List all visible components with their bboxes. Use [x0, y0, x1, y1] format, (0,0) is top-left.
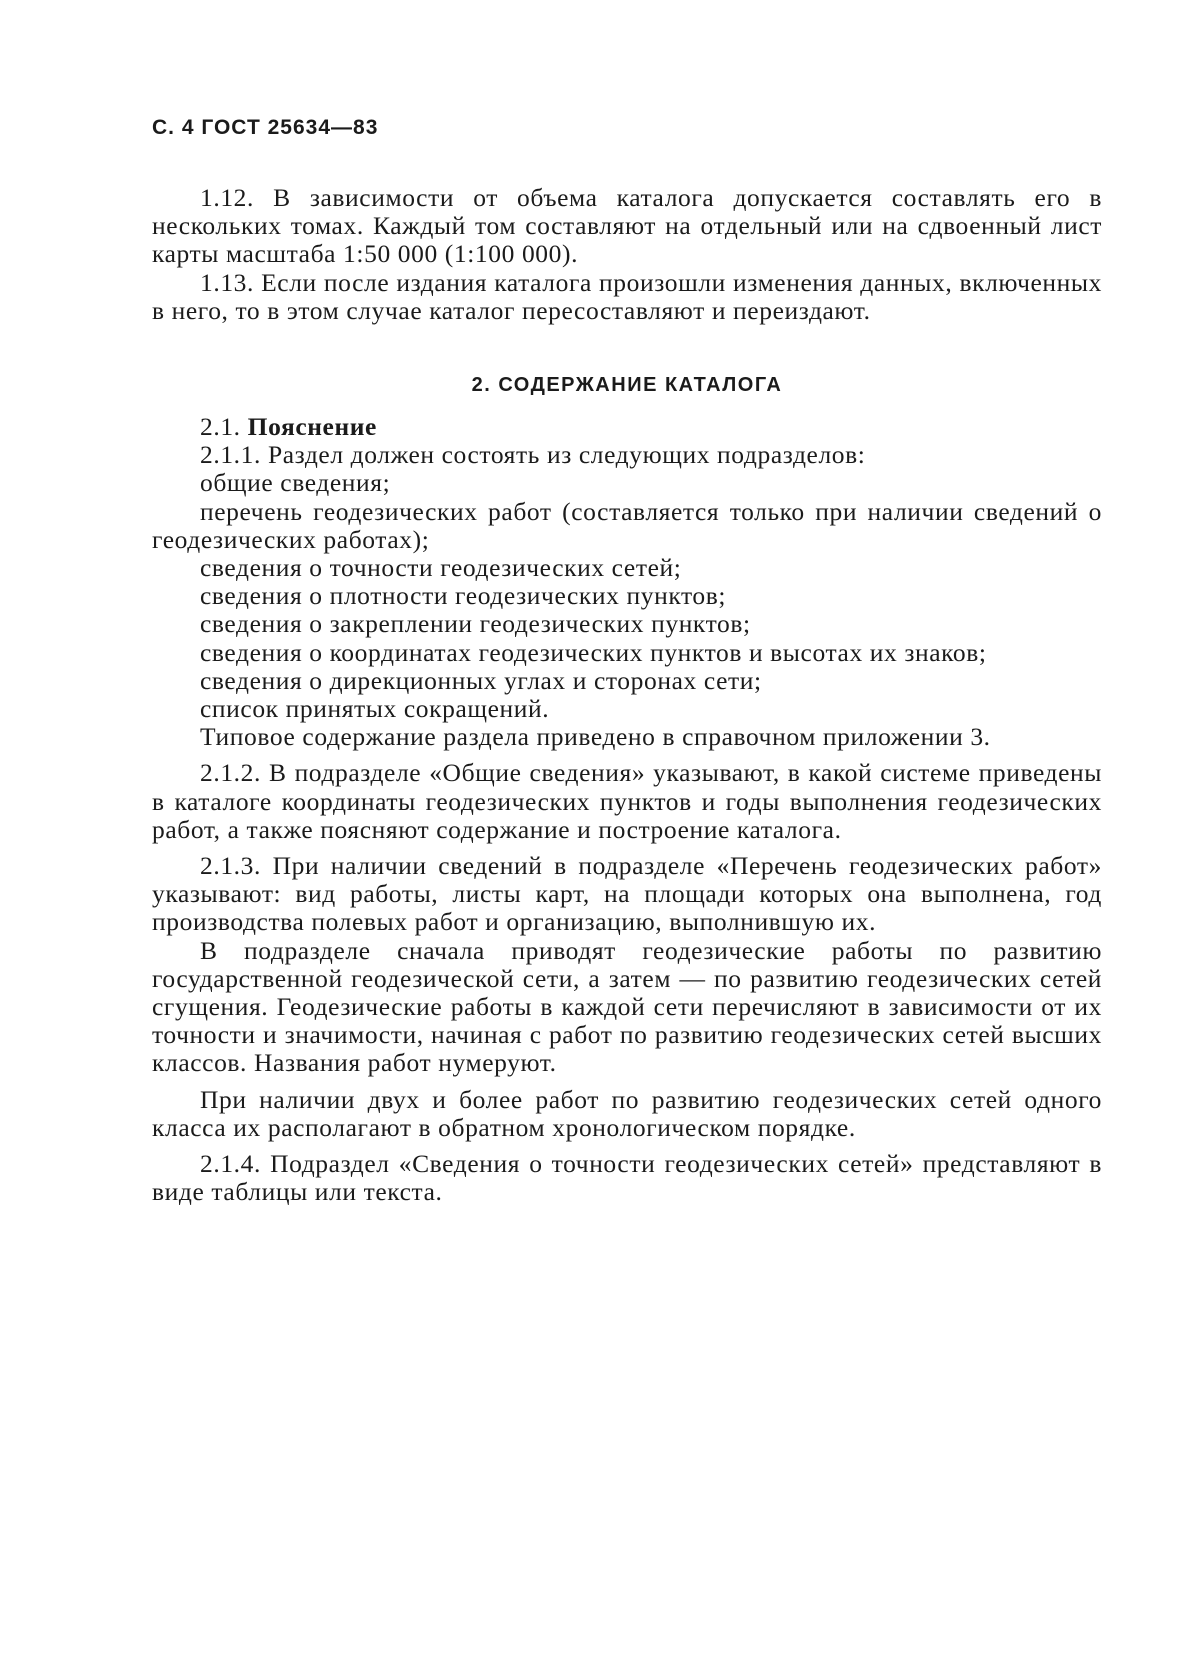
section-title: 2. СОДЕРЖАНИЕ КАТАЛОГА: [471, 374, 783, 397]
subsection-2-1-number: 2.1.: [200, 412, 241, 442]
subsection-2-1-heading: [152, 413, 1102, 441]
list-item: перечень геодезических работ (составляется только при наличии сведений о геодезических работах);: [152, 496, 1102, 554]
paragraph-1-12: 1.12. В зависимости от объема каталога допускается составлять его в нескольких томах. Каждый том составляют на отдельный или на сдвоенный лист карты масштаба 1:50 000 (1:100 000).: [152, 183, 1102, 269]
list-item: сведения о точности геодезических сетей;: [200, 553, 682, 583]
list-item: сведения о дирекционных углах и сторонах сети;: [200, 665, 762, 695]
paragraph-2-1-2: 2.1.2. В подразделе «Общие сведения» указывают, в какой системе приведены в каталоге координаты геодезических пунктов и годы выполнения геодезических работ, а также поясняют содержание и построение каталога.: [152, 758, 1102, 844]
paragraph-order: В подразделе сначала приводят геодезические работы по развитию государственной геодезической сети, а затем — по развитию геодезических сетей сгущения. Геодезические работы в каждой сети перечисляют в зависимости от их точности и значимости, начиная с работ по развитию геодезических сетей высших классов. Названия работ нумеруют.: [152, 935, 1102, 1078]
list-item: список принятых сокращений.: [200, 694, 550, 724]
document-body: [152, 184, 1102, 1207]
list-item: общие сведения;: [200, 468, 391, 498]
page-header: С. 4 ГОСТ 25634—83: [152, 116, 379, 139]
paragraph-2-1-1: 2.1.1. Раздел должен состоять из следующих подразделов:: [200, 440, 866, 470]
list-item: сведения о закреплении геодезических пунктов;: [200, 609, 751, 639]
list-item: сведения о плотности геодезических пунктов;: [200, 581, 727, 611]
subsection-2-1-title: Пояснение: [247, 412, 377, 442]
paragraph-two-more: При наличии двух и более работ по развитию геодезических сетей одного класса их располагают в обратном хронологическом порядке.: [152, 1084, 1102, 1142]
paragraph-typical-content: Типовое содержание раздела приведено в справочном приложении 3.: [200, 722, 991, 752]
list-item: сведения о координатах геодезических пунктов и высотах их знаков;: [200, 637, 987, 667]
paragraph-2-1-3: 2.1.3. При наличии сведений в подразделе «Перечень геодезических работ» указывают: вид работы, листы карт, на площади которых она выполнена, год производства полевых работ и организацию, выполнившую их.: [152, 851, 1102, 937]
paragraph-1-13: 1.13. Если после издания каталога произошли изменения данных, включенных в него, то в этом случае каталог пересоставляют и переиздают.: [152, 267, 1102, 325]
paragraph-2-1-4: 2.1.4. Подраздел «Сведения о точности геодезических сетей» представляют в виде таблицы или текста.: [152, 1149, 1102, 1207]
